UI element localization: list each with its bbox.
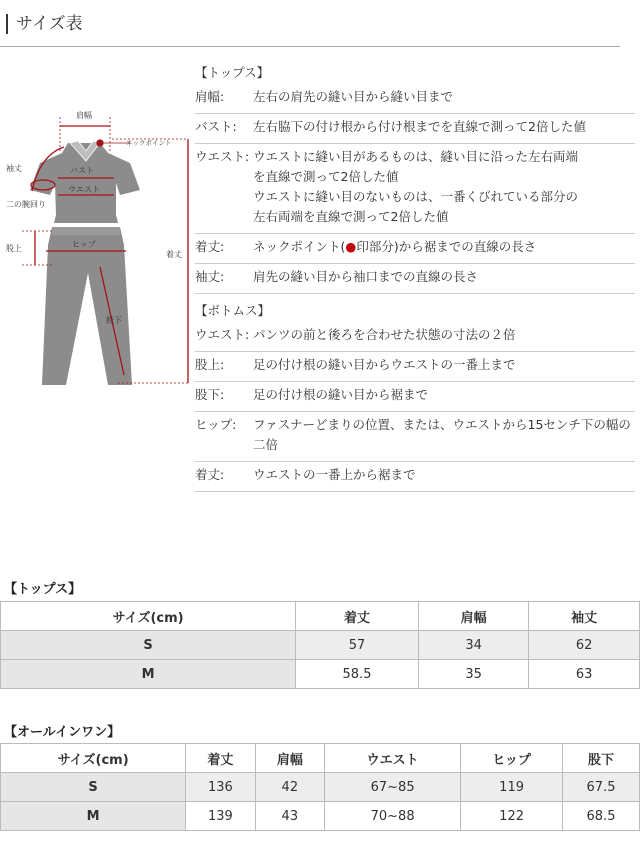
definition-term: 股下:: [195, 387, 225, 402]
definition-term: ウエスト:: [195, 327, 250, 342]
definition-text: [253, 237, 635, 257]
table-cell: 63: [529, 660, 640, 689]
table-header-row: [1, 744, 640, 773]
title-divider: [0, 46, 620, 47]
definition-line: [253, 237, 635, 257]
label-bust: バスト: [70, 166, 94, 175]
label-sleeve: 袖丈: [6, 164, 22, 173]
definition-line: を直線で測って2倍した値: [253, 169, 399, 184]
table-cell: 57: [296, 631, 419, 660]
definition-term: 着丈:: [195, 467, 225, 482]
table-cell: 58.5: [296, 660, 419, 689]
label-length: 着丈: [166, 250, 182, 259]
column-header: 肩幅: [418, 602, 529, 631]
table-row: [1, 631, 640, 660]
neckpoint-marker: ●: [345, 239, 357, 254]
table-row: [1, 802, 640, 831]
definition-row: [195, 382, 635, 412]
definition-line: ウエストの一番上から裾まで: [253, 467, 416, 482]
column-header: 股下: [562, 744, 639, 773]
definition-row: [195, 322, 635, 352]
table-cell: 34: [418, 631, 529, 660]
definition-line: 左右の肩先の縫い目から縫い目まで: [253, 89, 454, 104]
definition-term: ウエスト:: [195, 149, 250, 164]
bottoms-def-heading: 【ボトムス】: [195, 303, 271, 318]
definition-term: 袖丈:: [195, 269, 225, 284]
definition-term: 股上:: [195, 357, 225, 372]
size-label-cell: M: [1, 802, 186, 831]
table-cell: 136: [186, 773, 255, 802]
table-cell: 139: [186, 802, 255, 831]
definition-line: 肩先の縫い目から袖口までの直線の長さ: [253, 269, 479, 284]
definition-line: ウエストに縫い目があるものは、縫い目に沿った左右両端: [253, 149, 579, 164]
table-cell: 42: [255, 773, 324, 802]
tops-def-heading: 【トップス】: [195, 65, 270, 80]
definition-row: [195, 352, 635, 382]
table-cell: 67.5: [562, 773, 639, 802]
definition-line: 足の付け根の縫い目から裾まで: [253, 387, 429, 402]
definition-fragment: ネックポイント(: [253, 239, 346, 254]
definition-text: [253, 267, 635, 287]
table-row: [1, 773, 640, 802]
definition-term: バスト:: [195, 119, 237, 134]
garment-diagram: [0, 105, 195, 395]
label-shoulder: 肩幅: [76, 111, 92, 120]
table-cell: 122: [461, 802, 563, 831]
allinone-table-heading: 【オールインワン】: [4, 725, 121, 740]
table-cell: 35: [418, 660, 529, 689]
size-label-cell: S: [1, 773, 186, 802]
definition-row: [195, 412, 635, 462]
label-armhole: 二の腕回り: [6, 200, 46, 209]
label-rise: 股上: [6, 244, 22, 253]
definition-row: [195, 84, 635, 114]
column-header: 着丈: [296, 602, 419, 631]
definition-text: [253, 385, 635, 405]
tops-def-list: [195, 84, 635, 294]
definition-term: ヒップ:: [195, 417, 237, 432]
table-cell: 70~88: [325, 802, 461, 831]
definition-row: [195, 234, 635, 264]
size-label-cell: S: [1, 631, 296, 660]
label-hip: ヒップ: [72, 240, 96, 249]
definition-text: [253, 325, 635, 345]
column-header: ウエスト: [325, 744, 461, 773]
definition-fragment: 印部分)から裾までの直線の長さ: [356, 239, 537, 254]
definition-text: [253, 465, 635, 485]
page-title: サイズ表: [6, 14, 83, 34]
allinone-size-table: [0, 743, 640, 831]
column-header: 袖丈: [529, 602, 640, 631]
definition-text: [253, 87, 635, 107]
definition-row: [195, 144, 635, 234]
definition-row: [195, 114, 635, 144]
definition-row: [195, 462, 635, 492]
definition-term: 着丈:: [195, 239, 225, 254]
table-cell: 119: [461, 773, 563, 802]
column-header: サイズ(cm): [1, 602, 296, 631]
table-cell: 43: [255, 802, 324, 831]
table-cell: 67~85: [325, 773, 461, 802]
column-header: ヒップ: [461, 744, 563, 773]
table-header-row: [1, 602, 640, 631]
label-waist: ウエスト: [68, 185, 100, 194]
definition-line: ファスナーどまりの位置、または、ウエストから15センチ下の幅の: [253, 417, 631, 432]
column-header: 肩幅: [255, 744, 324, 773]
definition-text: [253, 415, 635, 455]
definition-line: パンツの前と後ろを合わせた状態の寸法の２倍: [253, 327, 516, 342]
column-header: サイズ(cm): [1, 744, 186, 773]
measurement-definitions: [195, 62, 635, 492]
definition-row: [195, 264, 635, 294]
column-header: 着丈: [186, 744, 255, 773]
table-cell: 68.5: [562, 802, 639, 831]
bottoms-def-list: [195, 322, 635, 492]
definition-line: 二倍: [253, 437, 279, 452]
definition-term: 肩幅:: [195, 89, 225, 104]
definition-line: 足の付け根の縫い目からウエストの一番上まで: [253, 357, 516, 372]
definition-line: 左右両端を直線で測って2倍した値: [253, 209, 449, 224]
definition-text: [253, 355, 635, 375]
definition-text: [253, 147, 635, 227]
table-cell: 62: [529, 631, 640, 660]
label-neckpoint: ネックポイント: [126, 139, 172, 147]
size-label-cell: M: [1, 660, 296, 689]
definition-line: 左右脇下の付け根から付け根までを直線で測って2倍した値: [253, 119, 586, 134]
tops-table-heading: 【トップス】: [4, 582, 82, 597]
table-row: [1, 660, 640, 689]
label-inseam: 股下: [106, 316, 122, 325]
definition-text: [253, 117, 635, 137]
definition-line: ウエストに縫い目のないものは、一番くびれている部分の: [253, 189, 579, 204]
tops-size-table: [0, 601, 640, 689]
